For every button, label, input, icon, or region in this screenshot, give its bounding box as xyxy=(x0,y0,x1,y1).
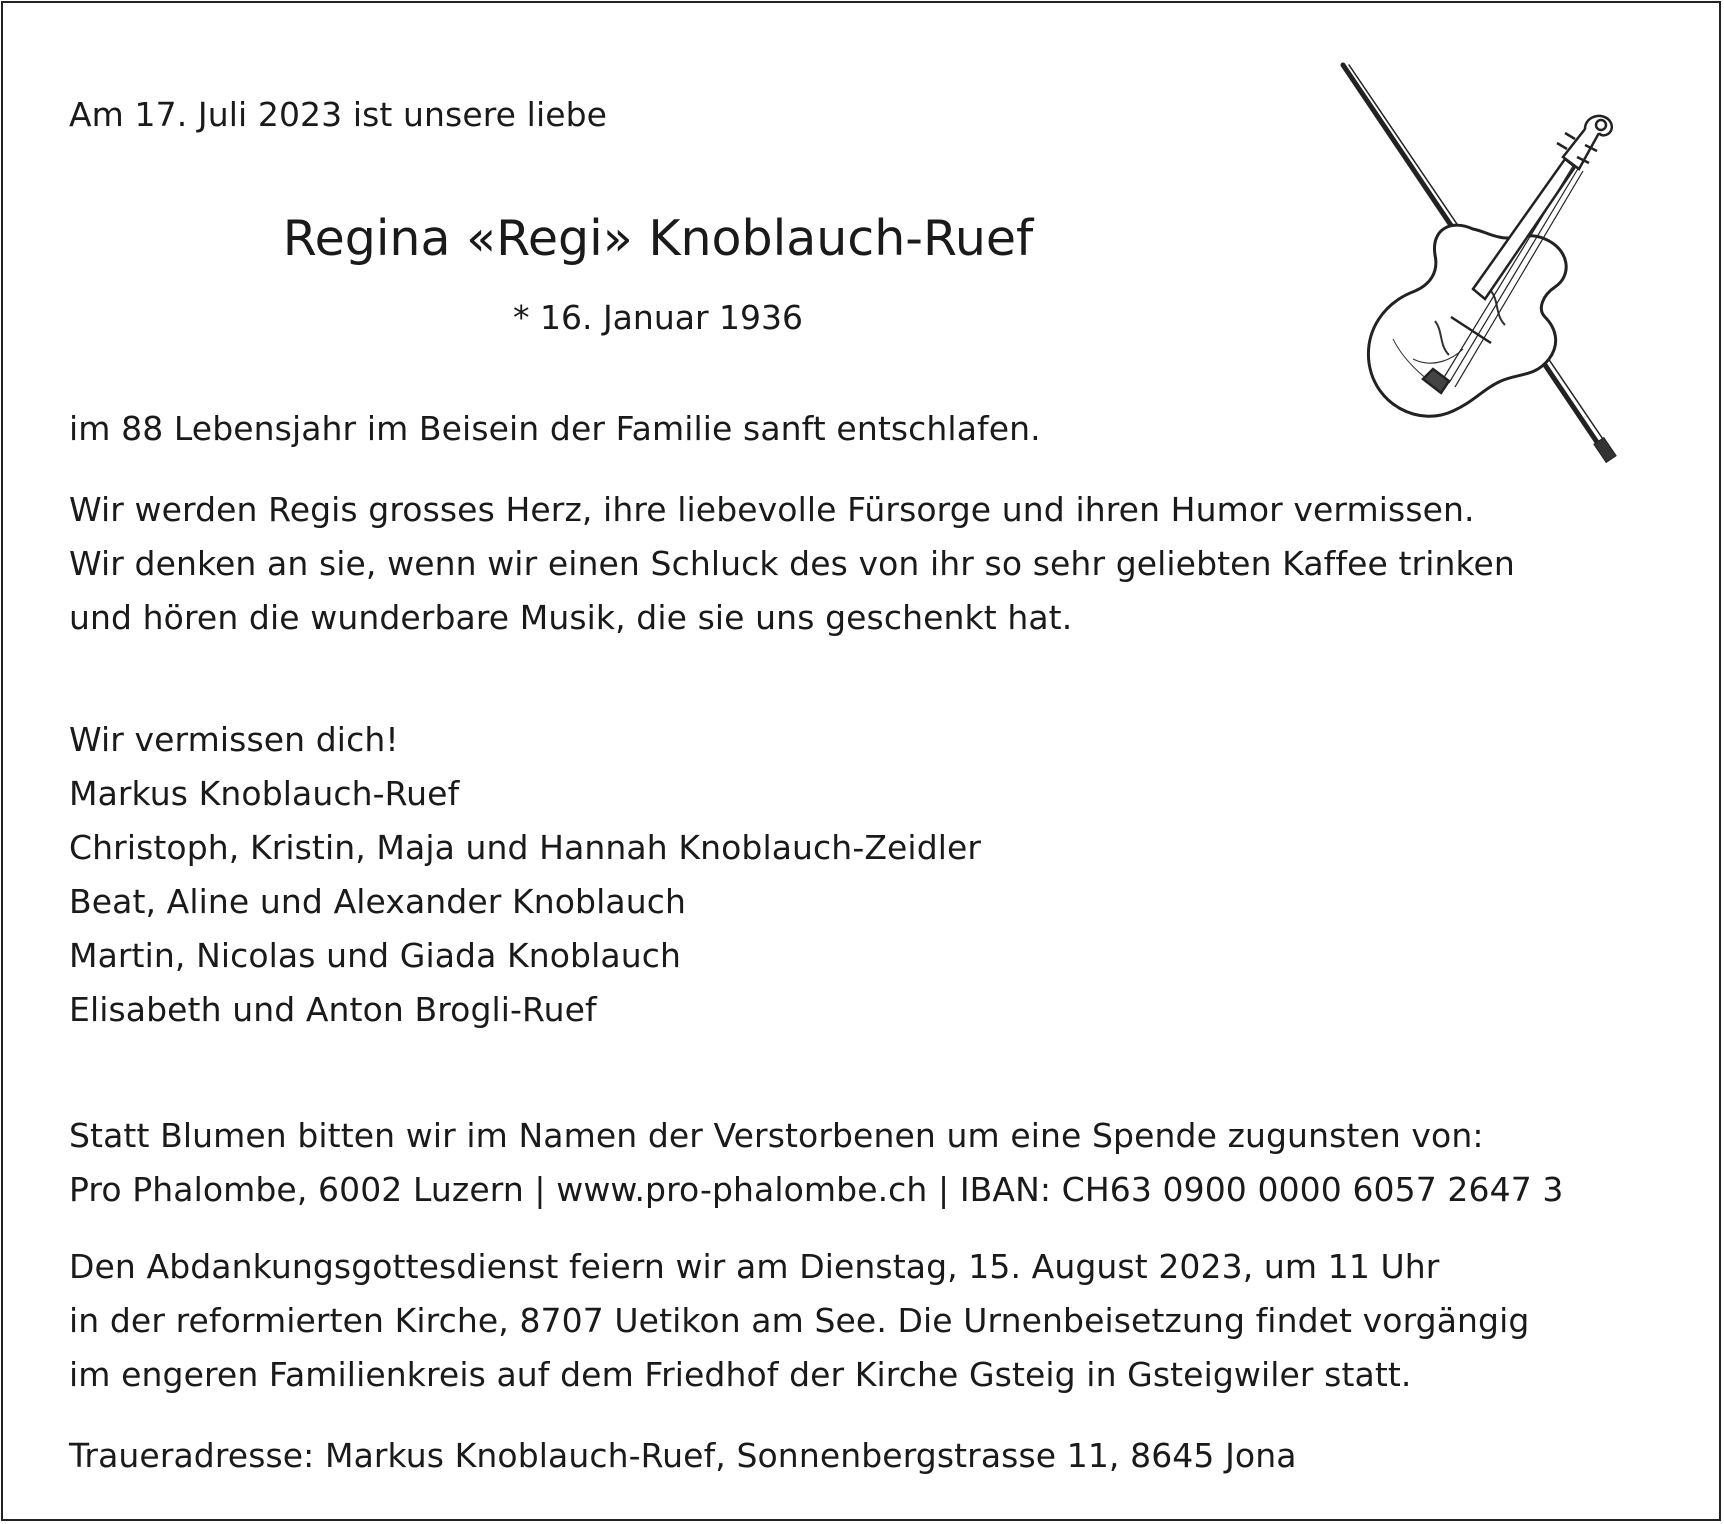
message-line: und hören die wunderbare Musik, die sie uns geschenkt hat. xyxy=(69,598,1073,637)
mourning-address: Traueradresse: Markus Knoblauch-Ruef, Sonnenbergstrasse 11, 8645 Jona xyxy=(69,1436,1297,1475)
intro-text: Am 17. Juli 2023 ist unsere liebe xyxy=(69,95,608,134)
violin-and-bow-icon xyxy=(1323,59,1623,469)
deceased-name: Regina «Regi» Knoblauch-Ruef xyxy=(282,210,1034,267)
donation-line: Pro Phalombe, 6002 Luzern | www.pro-phalombe.ch | IBAN: CH63 0900 0000 6057 2647 3 xyxy=(69,1170,1564,1209)
closing-text: Wir vermissen dich! xyxy=(69,720,399,759)
donation-line: Statt Blumen bitten wir im Namen der Verstorbenen um eine Spende zugunsten von: xyxy=(69,1116,1484,1155)
service-line: im engeren Familienkreis auf dem Friedhof der Kirche Gsteig in Gsteigwiler statt. xyxy=(69,1355,1412,1394)
message-line: Wir werden Regis grosses Herz, ihre liebevolle Fürsorge und ihren Humor vermissen. xyxy=(69,490,1475,529)
mourner-line: Martin, Nicolas und Giada Knoblauch xyxy=(69,936,681,975)
mourner-line: Markus Knoblauch-Ruef xyxy=(69,774,460,813)
passing-text: im 88 Lebensjahr im Beisein der Familie sanft entschlafen. xyxy=(69,409,1041,448)
mourner-line: Beat, Aline und Alexander Knoblauch xyxy=(69,882,686,921)
mourner-line: Elisabeth und Anton Brogli-Ruef xyxy=(69,990,597,1029)
service-line: Den Abdankungsgottesdienst feiern wir am Dienstag, 15. August 2023, um 11 Uhr xyxy=(69,1247,1440,1286)
obituary-notice xyxy=(1,1,1721,1521)
message-line: Wir denken an sie, wenn wir einen Schluck des von ihr so sehr geliebten Kaffee trinken xyxy=(69,544,1515,583)
mourner-line: Christoph, Kristin, Maja und Hannah Knoblauch-Zeidler xyxy=(69,828,982,867)
birth-date: * 16. Januar 1936 xyxy=(512,298,803,337)
service-line: in der reformierten Kirche, 8707 Uetikon am See. Die Urnenbeisetzung findet vorgängig xyxy=(69,1301,1530,1340)
